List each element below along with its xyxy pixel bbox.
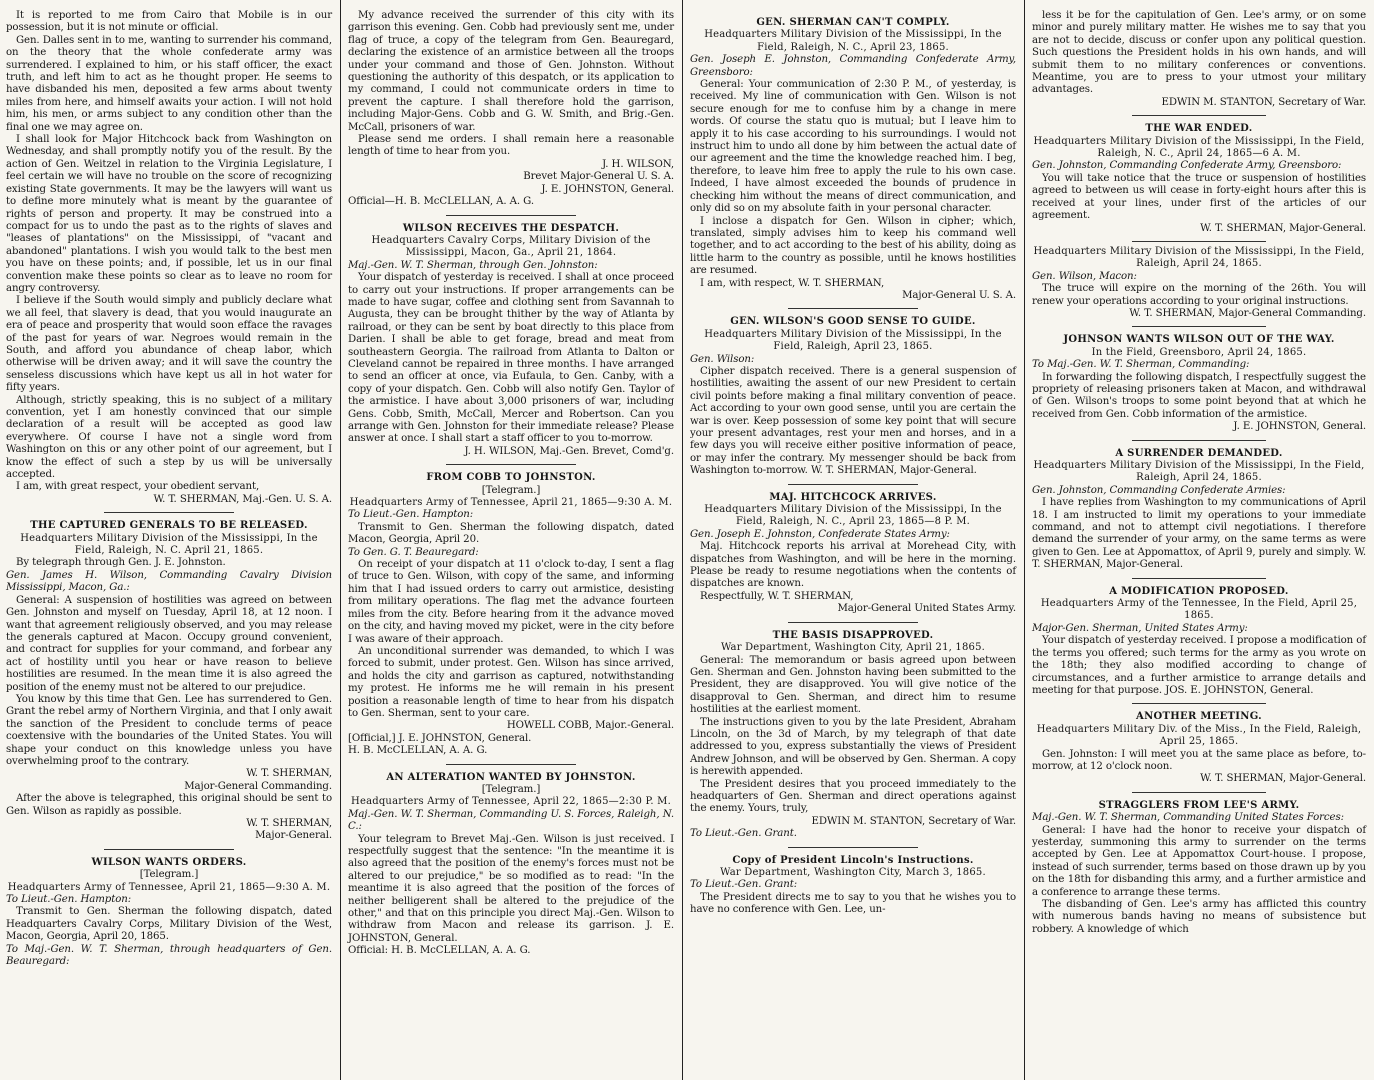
article-headline: THE BASIS DISAPPROVED. — [772, 629, 934, 641]
signature: Major-General U. S. A. — [902, 289, 1016, 301]
addressee: To Maj.-Gen. W. T. Sherman, through headquarters of Gen. Beauregard: — [6, 943, 332, 968]
article-headline: JOHNSON WANTS WILSON OUT OF THE WAY. — [1063, 334, 1335, 346]
column-1 — [0, 0, 338, 1080]
paragraph: You know by this time that Gen. Lee has surrendered to Gen. Grant the rebel army of Northern Virginia, and that I only await the sanction of the President to conclude terms of peace coextensive with the boundaries of the United States. You will shape your conduct on this knowledge unless you have overwhelming proof to the contrary. — [6, 693, 332, 767]
article-headline: ANOTHER MEETING. — [1136, 711, 1262, 723]
dateline: Headquarters Military Division of the Mississippi, In the Field, Raleigh, N. C., April 24, 1865—6 A. M. — [1033, 135, 1365, 160]
paragraph: The instructions given to you by the late President, Abraham Lincoln, on the 3d of March, by my telegraph of that date addressed to you, express substantially the views of President Andrew Johnson, and will be observed by Gen. Sherman. A copy is herewith appended. — [690, 716, 1016, 778]
section-divider — [788, 484, 918, 485]
signature: Major-General United States Army. — [837, 603, 1016, 615]
paragraph: Gen. Johnston: I will meet you at the same place as before, to-morrow, at 12 o'clock noon. — [1032, 748, 1366, 772]
official-line: Official: H. B. McCLELLAN, A. A. G. — [348, 945, 531, 957]
addressee: Gen. Joseph E. Johnston, Commanding Confederate Army, Greensboro: — [690, 54, 1016, 78]
section-divider — [104, 849, 234, 850]
paragraph: Gen. Dalles sent in to me, wanting to surrender his command, on the theory that the whole confederate army was surrendered. I explained to him, or his staff officer, the exact truth, and left him to act as he thought proper. He seems to have disbanded his men, deposited a few arms about twenty miles from here, and himself awaits your action. I will not hold him, his men, or arms subject to any condition other than the final one we may agree on. — [6, 34, 332, 133]
paragraph: The President desires that you proceed immediately to the headquarters of Gen. Sherman and direct operations against the enemy. Yours, truly, — [690, 778, 1016, 815]
signature: J. E. JOHNSTON, General. — [1233, 421, 1366, 433]
signature: W. T. SHERMAN, Major-General. — [1200, 773, 1366, 785]
addressee: Gen. Wilson: — [690, 353, 755, 365]
article-headline: GEN. WILSON'S GOOD SENSE TO GUIDE. — [730, 316, 976, 328]
paragraph: General: The memorandum or basis agreed upon between Gen. Sherman and Gen. Johnston having been submitted to the President, they are disapproved. You will give notice of the disapproval to Gen. Sherman, and direct him to resume hostilities at the earliest moment. — [690, 654, 1016, 716]
dateline: Headquarters Military Division of the Mississippi, In the Field, Raleigh, April 23, 1865. — [704, 328, 1002, 353]
article-headline: STRAGGLERS FROM LEE'S ARMY. — [1098, 799, 1300, 811]
addressee: To Lieut.-Gen. Grant: — [690, 879, 798, 891]
paragraph: Transmit to Gen. Sherman the following dispatch, dated Headquarters Cavalry Corps, Military Division of the West, Macon, Georgia, April 20, 1865. — [6, 906, 332, 943]
addressee: Gen. Joseph E. Johnston, Confederate States Army: — [690, 528, 950, 540]
article-headline: WILSON WANTS ORDERS. — [91, 856, 247, 868]
paragraph: The truce will expire on the morning of the 26th. You will renew your operations according to your original instructions. — [1032, 283, 1366, 307]
dateline: Headquarters Military Div. of the Miss., In the Field, Raleigh, April 25, 1865. — [1036, 723, 1362, 748]
section-divider — [446, 215, 576, 216]
paragraph: I inclose a dispatch for Gen. Wilson in cipher; which, translated, simply advises him to keep his command well together, and to act according to the best of his ability, doing as little harm to the country as possible, until he knows hostilities are resumed. — [690, 215, 1016, 277]
dateline: Headquarters Military Division of the Mississippi, In the Field, Raleigh, N. C., April 23, 1865. — [704, 29, 1002, 53]
paragraph: I am, with respect, W. T. SHERMAN, — [700, 277, 885, 289]
paragraph: less it be for the capitulation of Gen. Lee's army, or on some minor and purely military matter. He wishes me to say that you are not to decide, discuss or confer upon any political question. Such questions the President holds in his own hands, and will submit them to no military conferences or conventions. Meantime, you are to press to your utmost your military advantages. — [1032, 10, 1366, 96]
signature: Major-General Commanding. — [184, 780, 332, 792]
section-divider — [1132, 792, 1266, 793]
paragraph: General: A suspension of hostilities was agreed on between Gen. Johnston and myself on Tuesday, April 18, at 12 noon. I want that agreement religiously observed, and you may release the generals captured at Macon. Occupy ground convenient, and contract for supplies for your command, and forbear any act of hostility until you hear or have reason to believe hostilities are resumed. In the mean time it is also agreed the position of the enemy must not be altered to our prejudice. — [6, 594, 332, 693]
addressee: Maj.-Gen. W. T. Sherman, through Gen. Johnston: — [348, 259, 598, 271]
article-headline: A SURRENDER DEMANDED. — [1115, 447, 1283, 459]
signature: W. T. SHERMAN, Major-General. — [1200, 222, 1366, 234]
paragraph: General: Your communication of 2:30 P. M., of yesterday, is received. My line of communication with Gen. Wilson is not secure enough for me to confuse him by a change in mere words. Of course the statu quo is mutual; but I leave him to apply it to his case according to his surroundings. I would not instruct him to undo all done by him between the actual date of our agreement and the time the knowledge reached him. I beg, therefore, to leave him free to apply the rule to his own case. Indeed, I have almost exceeded the bounds of prudence in checking him without the means of direct communication, and only did so on my absolute faith in your personal character. — [690, 79, 1016, 215]
section-divider — [788, 847, 918, 848]
addressee: To Maj.-Gen. W. T. Sherman, Commanding: — [1032, 359, 1250, 371]
paragraph: General: I have had the honor to receive your dispatch of yesterday, summoning this army to surrender on the terms accepted by Gen. Lee at Appomattox Court-house. I propose, instead of such surrender, terms based on those drawn up by you on the 18th for disbanding this army, and a further armistice and a conference to arrange these terms. — [1032, 824, 1366, 898]
section-divider — [446, 464, 576, 465]
paragraph: I shall look for Major Hitchcock back from Washington on Wednesday, and shall promptly notify you of the result. By the action of Gen. Weitzel in relation to the Virginia Legislature, I feel certain we will have no trouble on the score of recognizing existing State governments. It may be the lawyers will want us to define more minutely what is meant by the guarantee of rights of person and property. It may be construed into a compact for us to undo the past as to the rights of slaves and "leases of plantations" on the Mississippi, of "vacant and abandoned" plantations. I wish you would talk to the best men you have on these points; and, if possible, let us in our final convention make these points so clear as to leave no room for angry controversy. — [6, 134, 332, 294]
dateline: Headquarters Army of the Tennessee, In the Field, April 25, 1865. — [1040, 598, 1358, 622]
article-headline: WILSON RECEIVES THE DESPATCH. — [402, 222, 620, 234]
article-headline: GEN. SHERMAN CAN'T COMPLY. — [756, 17, 950, 28]
paragraph: After the above is telegraphed, this original should be sent to Gen. Wilson as rapidly as possible. — [6, 793, 332, 817]
section-divider — [1132, 440, 1266, 441]
paragraph: My advance received the surrender of this city with its garrison this evening. Gen. Cobb had previously sent me, under flag of truce, a copy of the telegram from Gen. Beauregard, declaring the existence of an armistice between all the troops under your command and those of Gen. Johnston. Without questioning the authority of this despatch, or its application to my command, I could not communicate orders in time to prevent the capture. I shall therefore hold the garrison, including Major-Gens. Cobb and G. W. Smith, and Brig.-Gen. McCall, prisoners of war. — [348, 10, 674, 133]
signature: J. H. WILSON, Maj.-Gen. Brevet, Comd'g. — [464, 445, 674, 457]
addressee: Gen. Johnston, Commanding Confederate Armies: — [1032, 484, 1286, 496]
column-rule — [1024, 0, 1025, 1080]
dateline: War Department, Washington City, March 3, 1865. — [720, 867, 986, 878]
official-line: Official—H. B. McCLELLAN, A. A. G. — [348, 196, 534, 208]
paragraph: I believe if the South would simply and publicly declare what we all feel, that slavery is dead, that you would inaugurate an era of peace and prosperity that would soon efface the ravages of the past for years of war. Negroes would remain in the South, and afford you abundance of cheap labor, which otherwise will be driven away; and it will save the country the senseless discussions which have kept us all in hot water for fifty years. — [6, 295, 332, 394]
signature: J. H. WILSON, — [602, 158, 674, 170]
paragraph: Although, strictly speaking, this is no subject of a military convention, yet I am honestly convinced that our simple declaration of a result will be accepted as good law everywhere. Of course I have not a single word from Washington on this or any other point of our agreement, but I know the effect of such a step by us will be universally accepted. — [6, 394, 332, 481]
signature: EDWIN M. STANTON, Secretary of War. — [811, 815, 1016, 827]
section-divider — [788, 622, 918, 623]
section-divider — [1132, 326, 1266, 327]
dateline: Headquarters Military Division of the Mississippi, In the Field, Raleigh, N. C. April 21, 1865. — [20, 532, 318, 557]
paragraph: Maj. Hitchcock reports his arrival at Morehead City, with dispatches from Washington, and will be here in the morning. Please be ready to resume negotiations when the contents of dispatches are known. — [690, 541, 1016, 590]
paragraph: The disbanding of Gen. Lee's army has afflicted this country with numerous bands having no means of subsistence but robbery. A knowledge of which — [1032, 899, 1366, 935]
section-divider — [1132, 241, 1266, 242]
paragraph: An unconditional surrender was demanded, to which I was forced to submit, under protest. Gen. Wilson has since arrived, and holds the city and garrison as captured, notwithstanding my protest. He informs me he will remain in his present position a reasonable length of time to hear from his dispatch to Gen. Sherman, sent to your care. — [348, 645, 674, 719]
paragraph: Cipher dispatch received. There is a general suspension of hostilities, awaiting the assent of our new President to certain civil points before making a final military convention of peace. Act according to your own good sense, until you are certain the war is over. Keep possession of some key point that will secure your present advantages, rest your men and horses, and in a few days you will receive either positive information of peace, or may infer the contrary. My messenger should be back from Washington to-morrow. W. T. SHERMAN, Major-General. — [690, 365, 1016, 477]
signature: W. T. SHERMAN, Major-General Commanding. — [1129, 307, 1366, 319]
addressee: To Lieut.-Gen. Grant. — [690, 828, 797, 840]
addressee: To Lieut.-Gen. Hampton: — [348, 509, 474, 521]
signature: HOWELL COBB, Major.-General. — [506, 720, 674, 732]
column-3 — [684, 0, 1022, 1080]
dateline: In the Field, Greensboro, April 24, 1865. — [1091, 346, 1307, 358]
addressee: Maj.-Gen. W. T. Sherman, Commanding United States Forces: — [1032, 812, 1344, 824]
signature: W. T. SHERMAN, — [246, 768, 332, 780]
article-headline: AN ALTERATION WANTED BY JOHNSTON. — [386, 771, 636, 783]
official-line: H. B. McCLELLAN, A. A. G. — [348, 745, 488, 757]
column-rule — [340, 0, 341, 1080]
dateline: Headquarters Army of Tennessee, April 21, 1865—9:30 A. M. — [7, 881, 331, 893]
paragraph: In forwarding the following dispatch, I respectfully suggest the propriety of releasing prisoners taken at Macon, and withdrawal of Gen. Wilson's troops to some point beyond that at which he received from Gen. Cobb information of the armistice. — [1032, 371, 1366, 420]
official-line: [Official,] J. E. JOHNSTON, General. — [348, 732, 532, 744]
addressee: Gen. Johnston, Commanding Confederate Army, Greensboro: — [1032, 160, 1342, 172]
addressee: To Gen. G. T. Beauregard: — [348, 546, 479, 558]
signature: W. T. SHERMAN, — [246, 818, 332, 829]
section-divider — [1132, 578, 1266, 579]
addressee: Major-Gen. Sherman, United States Army: — [1032, 622, 1248, 634]
paragraph: Please send me orders. I shall remain here a reasonable length of time to hear from you. — [348, 134, 674, 158]
dateline: Headquarters Army of Tennessee, April 21, 1865—9:30 A. M. — [349, 497, 673, 509]
signature: W. T. SHERMAN, Maj.-Gen. U. S. A. — [153, 493, 332, 505]
paragraph: Your dispatch of yesterday is received. I shall at once proceed to carry out your instructions. If proper arrangements can be made to have sugar, coffee and clothing sent from Savannah to Augusta, they can be brought thither by the way of Atlanta by railroad, or they can be sent by boat directly to this place from Darien. I shall be able to get forage, bread and meat from southeastern Georgia. The railroad from Atlanta to Dalton or Cleveland cannot be repaired in three months. I have arranged to send an officer at once, via Eufaula, to Gen. Canby, with a copy of your dispatch. Gen. Cobb will also notify Gen. Taylor of the armistice. I have about 3,000 prisoners of war, including Gens. Cobb, Smith, McCall, Mercer and Robertson. Can you arrange with Gen. Johnston for their immediate release? Please answer at once. I shall start a staff officer to you to-morrow. — [348, 272, 674, 445]
paragraph: Transmit to Gen. Sherman the following dispatch, dated Macon, Georgia, April 20. — [348, 521, 674, 546]
paragraph: On receipt of your dispatch at 11 o'clock to-day, I sent a flag of truce to Gen. Wilson, with copy of the same, and informing him that I had issued orders to carry out armistice, desisting from military operations. The flag met the advance fourteen miles from the city. Before hearing from it the advance moved on the city, and having moved my picket, were in the city before I was aware of their approach. — [348, 559, 674, 645]
dateline: Headquarters Military Division of the Mississippi, In the Field, Raleigh, April 24, 1865. — [1033, 460, 1365, 484]
dateline: Headquarters Army of Tennessee, April 22, 1865—2:30 P. M. — [351, 796, 671, 808]
addressee: Gen. James H. Wilson, Commanding Cavalry Division Mississippi, Macon, Ga.: — [6, 569, 332, 594]
paragraph: It is reported to me from Cairo that Mobile is in our possession, but it is not minute or official. — [6, 10, 332, 34]
column-4 — [1026, 0, 1372, 1080]
addressee: Maj.-Gen. W. T. Sherman, Commanding U. S. Forces, Raleigh, N. C.: — [348, 808, 674, 833]
section-divider — [788, 308, 918, 309]
telegram-label: [Telegram.] — [481, 783, 541, 795]
column-rule — [682, 0, 683, 1080]
addressee: To Lieut.-Gen. Hampton: — [6, 894, 132, 906]
signature: J. E. JOHNSTON, General. — [541, 183, 674, 195]
signature: Brevet Major-General U. S. A. — [523, 171, 674, 183]
article-headline: A MODIFICATION PROPOSED. — [1109, 585, 1289, 597]
paragraph: Your dispatch of yesterday received. I propose a modification of the terms you offered; such terms for the army as you wrote on the 18th; they also modified according to change of circumstances, and a further armistice to arrange details and meeting for that purpose. JOS. E. JOHNSTON, General. — [1032, 635, 1366, 696]
article-headline: THE CAPTURED GENERALS TO BE RELEASED. — [30, 520, 308, 532]
signature: EDWIN M. STANTON, Secretary of War. — [1161, 96, 1366, 108]
signature: Major-General. — [255, 830, 332, 842]
section-divider — [446, 764, 576, 765]
paragraph: I am, with great respect, your obedient servant, — [16, 481, 260, 493]
column-2 — [342, 0, 680, 1080]
section-divider — [1132, 703, 1266, 704]
paragraph: Your telegram to Brevet Maj.-Gen. Wilson is just received. I respectfully suggest that the sentence: "In the meantime it is also agreed that the position of the enemy's forces must not be altered to our prejudice," be so modified as to read: "In the meantime it is also agreed that the position of the forces of neither belligerent shall be altered to the prejudice of the other," and that on this principle you direct Maj.-Gen. Wilson to withdraw from Macon and release its garrison. J. E. JOHNSTON, General. — [348, 833, 674, 944]
section-divider — [1132, 115, 1266, 116]
addressee: Gen. Wilson, Macon: — [1032, 270, 1137, 282]
paragraph: You will take notice that the truce or suspension of hostilities agreed to between us will cease in forty-eight hours after this is received at your lines, under first of the articles of our agreement. — [1032, 172, 1366, 222]
telegram-label: [Telegram.] — [481, 484, 541, 496]
paragraph: By telegraph through Gen. J. E. Johnston. — [16, 557, 226, 569]
article-headline: FROM COBB TO JOHNSTON. — [426, 472, 596, 484]
dateline: Headquarters Military Division of the Mississippi, In the Field, Raleigh, April 24, 1865. — [1033, 245, 1365, 270]
dateline: War Department, Washington City, April 21, 1865. — [720, 642, 986, 654]
paragraph: The President directs me to say to you that he wishes you to have no conference with Gen. Lee, un- — [690, 891, 1016, 916]
article-headline: MAJ. HITCHCOCK ARRIVES. — [769, 491, 937, 503]
dateline: Headquarters Military Division of the Mississippi, In the Field, Raleigh, N. C., April 23, 1865—8 P. M. — [704, 504, 1002, 528]
article-headline: THE WAR ENDED. — [1145, 123, 1253, 135]
section-divider — [104, 512, 234, 513]
paragraph: I have replies from Washington to my communications of April 18. I am instructed to limit my operations to your immediate command, and not to attempt civil negotiations. I therefore demand the surrender of your army, on the same terms as were given to Gen. Lee at Appomattox, of April 9, purely and simply. W. T. SHERMAN, Major-General. — [1032, 497, 1366, 571]
dateline: Headquarters Cavalry Corps, Military Division of the Mississippi, Macon, Ga., April 21, 1864. — [371, 234, 651, 259]
paragraph: Respectfully, W. T. SHERMAN, — [700, 590, 854, 602]
telegram-label: [Telegram.] — [139, 869, 199, 881]
article-headline: Copy of President Lincoln's Instructions. — [732, 854, 974, 866]
